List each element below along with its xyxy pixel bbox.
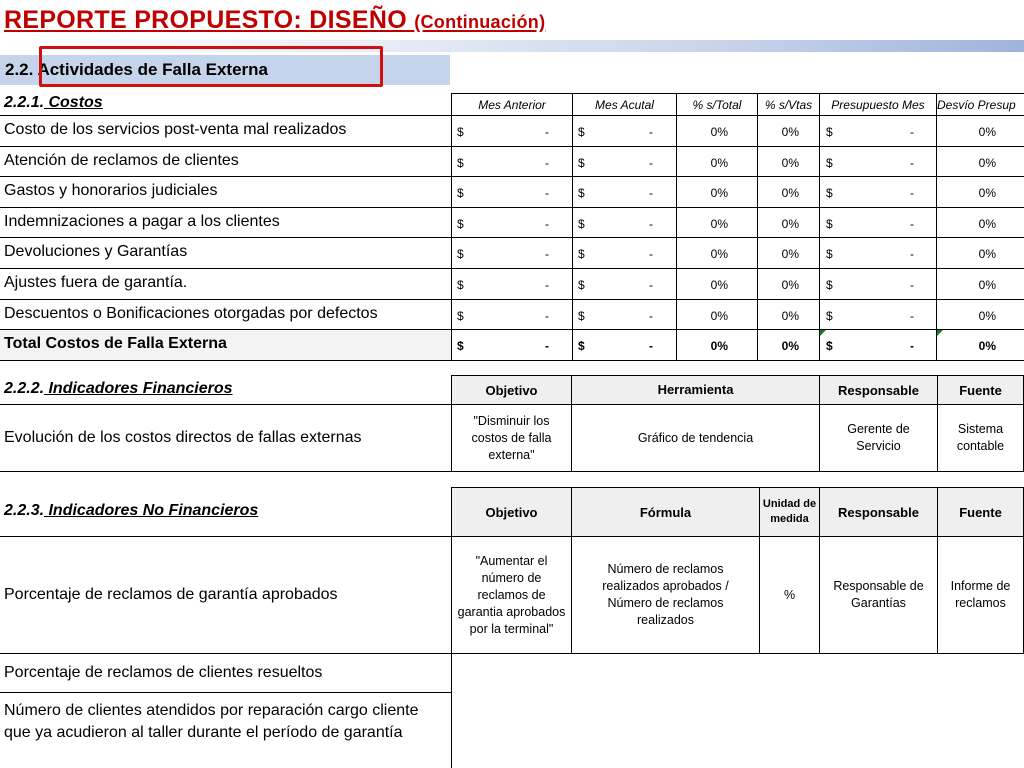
- nofin-extra-row-2: Número de clientes atendidos por reparación cargo cliente que ya acudieron al taller durante el período de garantía: [4, 702, 419, 741]
- title-text: REPORTE PROPUESTO: DISEÑO: [4, 6, 407, 34]
- cell-mes-anterior: -: [545, 186, 549, 200]
- cell-presupuesto: -: [910, 247, 914, 261]
- page-title: [4, 6, 545, 35]
- col-mes-actual: Mes Acutal: [595, 98, 654, 112]
- cell-mes-actual: -: [649, 186, 653, 200]
- cell-mes-anterior: -: [545, 156, 549, 170]
- costos-title-text: Costos: [44, 94, 103, 111]
- cell-presupuesto: -: [910, 186, 914, 200]
- cell-mes-actual: -: [649, 309, 653, 323]
- cell-currency: $: [457, 339, 464, 353]
- cell-pct-ventas: 0%: [781, 247, 799, 261]
- cost-row-label: Atención de reclamos de clientes: [4, 152, 239, 169]
- col-pct-ventas: % s/Vtas: [764, 98, 813, 112]
- costos-hline: [0, 176, 1024, 177]
- nofin-extra-row-1: Porcentaje de reclamos de clientes resueltos: [4, 664, 323, 681]
- cell-currency: $: [578, 339, 585, 353]
- cell-mes-anterior: -: [545, 125, 549, 139]
- cell-presupuesto: -: [910, 278, 914, 292]
- cell-mes-actual: -: [649, 125, 653, 139]
- cell-pct-ventas: 0%: [781, 156, 799, 170]
- costos-hline: [0, 115, 1024, 116]
- nofin-header-formula: Fórmula: [571, 487, 760, 537]
- cell-desvio: 0%: [978, 156, 996, 170]
- cell-pct-ventas: 0%: [781, 309, 799, 323]
- cell-pct-ventas: 0%: [781, 278, 799, 292]
- cell-currency: $: [826, 309, 833, 323]
- cell-currency: $: [457, 247, 464, 261]
- nofin-cell-objetivo: "Aumentar el número de reclamos de garantia aprobados por la terminal": [451, 536, 572, 654]
- costos-vline: [819, 93, 820, 360]
- cell-pct-ventas: 0%: [781, 125, 799, 139]
- col-mes-anterior: Mes Anterior: [478, 98, 546, 112]
- cell-pct-total: 0%: [710, 186, 728, 200]
- cell-presupuesto: -: [910, 217, 914, 231]
- no-financieros-title-text: Indicadores No Financieros: [44, 502, 259, 519]
- fin-cell-herramienta: Gráfico de tendencia: [571, 404, 820, 472]
- costos-title-num: 2.2.1.: [4, 94, 45, 111]
- cell-mes-actual: -: [649, 217, 653, 231]
- cell-currency: $: [578, 217, 585, 231]
- cell-mes-actual: -: [649, 278, 653, 292]
- cell-currency: $: [826, 339, 833, 353]
- nofin-header-unidad: Unidad de medida: [759, 487, 820, 537]
- cost-row-label: Costo de los servicios post-venta mal realizados: [4, 121, 347, 138]
- fin-cell-objetivo: "Disminuir los costos de falla externa": [451, 404, 572, 472]
- cell-currency: $: [826, 156, 833, 170]
- cell-currency: $: [457, 186, 464, 200]
- costos-hline: [0, 237, 1024, 238]
- costos-vline: [572, 93, 573, 360]
- financieros-title-num: 2.2.2.: [4, 380, 45, 397]
- cell-mes-actual: -: [649, 156, 653, 170]
- cell-currency: $: [457, 309, 464, 323]
- cell-mes-actual: -: [649, 339, 653, 353]
- financieros-row-label: Evolución de los costos directos de fallas externas: [4, 429, 362, 446]
- cell-desvio: 0%: [978, 309, 996, 323]
- costos-hline: [0, 360, 1024, 361]
- total-row-label: Total Costos de Falla Externa: [4, 335, 227, 352]
- cell-presupuesto: -: [910, 339, 914, 353]
- nofin-rule-top: [0, 536, 451, 537]
- cell-currency: $: [578, 309, 585, 323]
- cell-desvio: 0%: [978, 247, 996, 261]
- fin-header-objetivo: Objetivo: [451, 375, 572, 405]
- cell-pct-total: 0%: [710, 247, 728, 261]
- cell-pct-ventas: 0%: [781, 186, 799, 200]
- cell-currency: $: [578, 125, 585, 139]
- cell-currency: $: [826, 247, 833, 261]
- cell-mes-actual: -: [649, 247, 653, 261]
- costos-header-line: [451, 93, 1024, 94]
- cell-currency: $: [826, 278, 833, 292]
- cell-desvio: 0%: [978, 125, 996, 139]
- cell-currency: $: [826, 217, 833, 231]
- cell-presupuesto: -: [910, 156, 914, 170]
- nofin-extra-divider: [0, 692, 451, 693]
- col-desvio: Desvío Presup: [937, 98, 1016, 112]
- cell-presupuesto: -: [910, 309, 914, 323]
- cell-pct-total: 0%: [710, 309, 728, 323]
- fin-header-fuente: Fuente: [937, 375, 1024, 405]
- cell-currency: $: [826, 125, 833, 139]
- nofin-cell-unidad: %: [759, 536, 820, 654]
- cell-mes-anterior: -: [545, 217, 549, 231]
- cell-desvio: 0%: [978, 217, 996, 231]
- cell-mes-anterior: -: [545, 309, 549, 323]
- cell-currency: $: [578, 278, 585, 292]
- cell-currency: $: [457, 217, 464, 231]
- nofin-cell-fuente: Informe de reclamos: [937, 536, 1024, 654]
- col-presupuesto: Presupuesto Mes: [831, 98, 925, 112]
- cell-desvio: 0%: [978, 339, 996, 353]
- cell-mes-anterior: -: [545, 339, 549, 353]
- cell-mes-anterior: -: [545, 278, 549, 292]
- costos-hline: [0, 299, 1024, 300]
- cell-pct-total: 0%: [710, 278, 728, 292]
- nofin-cell-responsable: Responsable de Garantías: [819, 536, 938, 654]
- comment-marker: [820, 330, 826, 336]
- financieros-title-text: Indicadores Financieros: [44, 380, 233, 397]
- cell-mes-anterior: -: [545, 247, 549, 261]
- costos-hline: [0, 268, 1024, 269]
- nofin-header-objetivo: Objetivo: [451, 487, 572, 537]
- cell-pct-total: 0%: [710, 339, 728, 353]
- cell-pct-total: 0%: [710, 125, 728, 139]
- cell-currency: $: [578, 247, 585, 261]
- costos-hline: [0, 146, 1024, 147]
- financieros-rule-bottom: [0, 471, 451, 472]
- cost-row-label: Ajustes fuera de garantía.: [4, 274, 188, 291]
- cell-pct-total: 0%: [710, 156, 728, 170]
- cost-row-label: Descuentos o Bonificaciones otorgadas por defectos: [4, 305, 378, 322]
- cell-desvio: 0%: [978, 278, 996, 292]
- section-header: 2.2. Actividades de Falla Externa: [0, 55, 450, 85]
- financieros-rule-top: [0, 404, 451, 405]
- nofin-header-fuente: Fuente: [937, 487, 1024, 537]
- cell-pct-total: 0%: [710, 217, 728, 231]
- title-bar: [0, 0, 1024, 42]
- fin-header-responsable: Responsable: [819, 375, 938, 405]
- cell-currency: $: [578, 186, 585, 200]
- no-financieros-title-num: 2.2.3.: [4, 502, 45, 519]
- cost-row-label: Indemnizaciones a pagar a los clientes: [4, 213, 280, 230]
- nofin-cell-formula: Número de reclamos realizados aprobados / Número de reclamos realizados: [571, 536, 760, 654]
- no-financieros-title: [4, 502, 258, 520]
- title-subtitle: (Continuación): [414, 12, 546, 32]
- cell-currency: $: [457, 278, 464, 292]
- fin-header-herramienta: Herramienta: [571, 375, 820, 405]
- cell-presupuesto: -: [910, 125, 914, 139]
- comment-marker: [937, 330, 943, 336]
- financieros-title: [4, 380, 233, 398]
- costos-vline: [451, 93, 452, 360]
- cell-pct-ventas: 0%: [781, 339, 799, 353]
- highlight-box: [39, 46, 383, 87]
- nofin-header-responsable: Responsable: [819, 487, 938, 537]
- cell-currency: $: [826, 186, 833, 200]
- costos-hline: [0, 207, 1024, 208]
- cost-row-label: Devoluciones y Garantías: [4, 243, 188, 260]
- col-pct-total: % s/Total: [692, 98, 742, 112]
- cell-currency: $: [457, 156, 464, 170]
- cell-desvio: 0%: [978, 186, 996, 200]
- costos-title: [4, 94, 103, 112]
- nofin-row-label: Porcentaje de reclamos de garantía aprobados: [4, 586, 338, 603]
- fin-cell-responsable: Gerente de Servicio: [819, 404, 938, 472]
- fin-cell-fuente: Sistema contable: [937, 404, 1024, 472]
- cell-currency: $: [457, 125, 464, 139]
- cell-pct-ventas: 0%: [781, 217, 799, 231]
- cell-currency: $: [578, 156, 585, 170]
- cost-row-label: Gastos y honorarios judiciales: [4, 182, 218, 199]
